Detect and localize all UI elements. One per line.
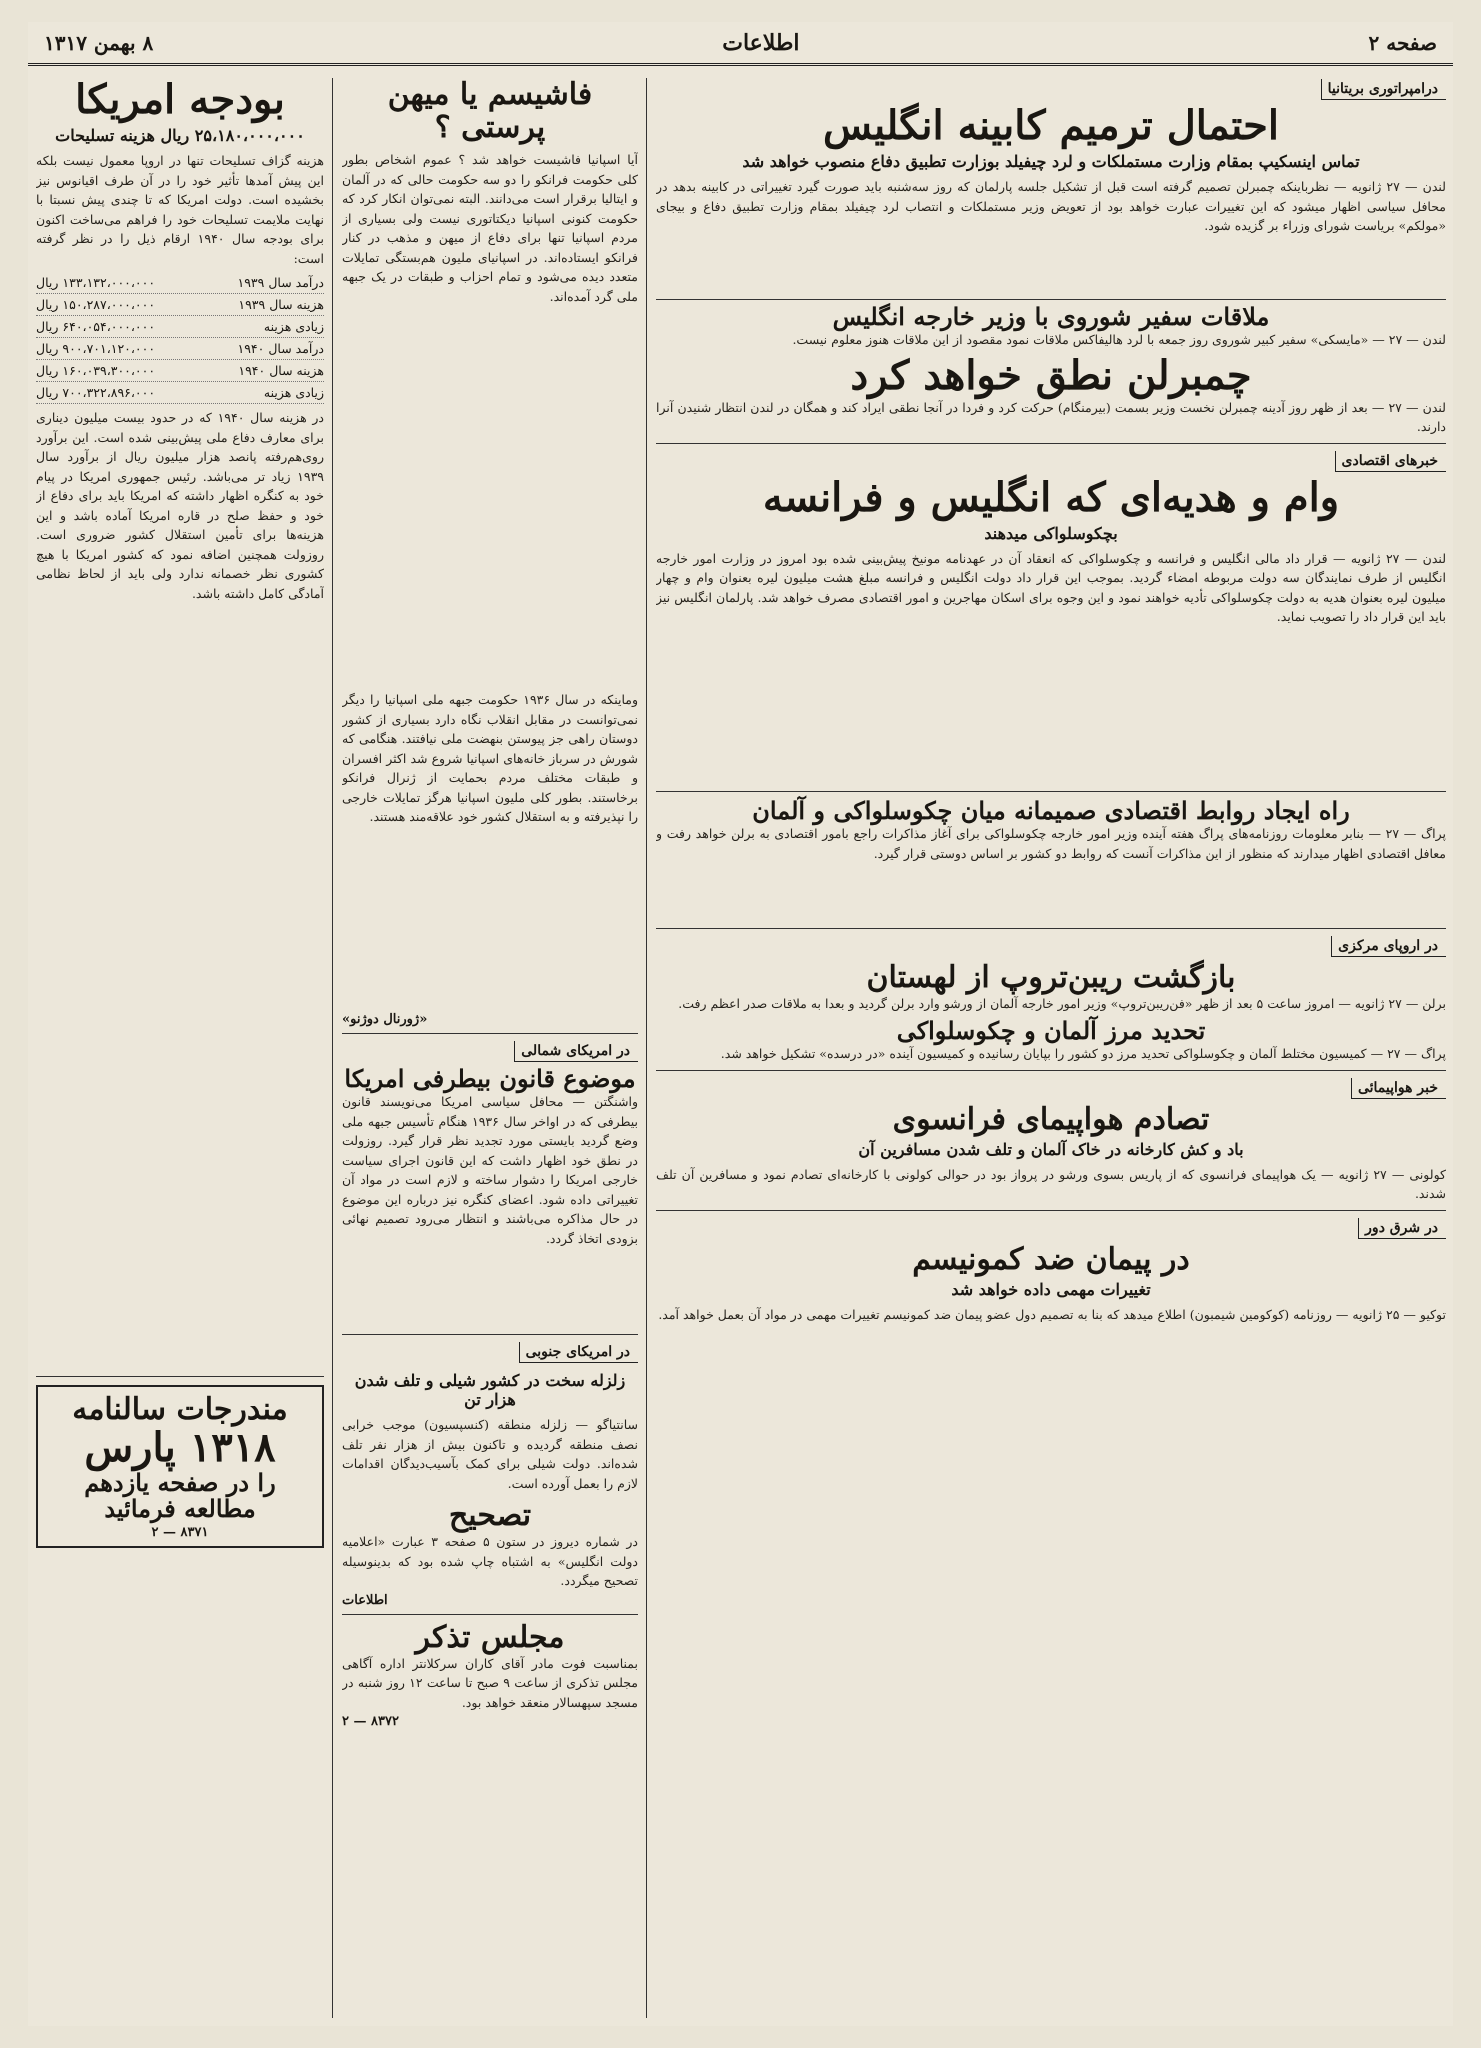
issue-date: ۸ بهمن ۱۳۱۷ [44,30,154,55]
column-rule [332,78,333,2018]
fascism-body-a: آیا اسپانیا فاشیست خواهد شد ؟ عموم اشخاص بطور کلی حکومت فرانکو را دو سه حکومت حالی که در آلمان و ایتالیا برقرار است می‌دانند. البته نمی‌توان انکار کرد که حکومت کنونی اسپانیا دیکتاتوری نیست ولی بسیاری از مردم اسپانیا تنها برای دفاع از میهن و مذهب در کنار فرانکو ایستاده‌اند. در اسپانیای ملیون هم‌بستگی تمایلات متعدد دیده می‌شود و تمام احزاب و طبقات در یک جبهه ملی گرد آمده‌اند. [342,152,638,304]
memorial-code: ۸۳۷۲ — ۲ [342,1714,399,1730]
divider [656,1070,1446,1071]
budget-subheadline: ۲۵،۱۸۰،۰۰۰،۰۰۰ ریال هزینه تسلیحات [55,126,305,145]
annual-headline: مندرجات سالنامه [72,1392,288,1427]
left-column [36,78,324,2018]
memorial-headline: مجلس تذکر [415,1619,565,1655]
relations-body: پراگ — ۲۷ — بنابر معلومات روزنامه‌های پراگ هفته آینده وزیر امور خارجه چکوسلواکی برای آغاز مذاکرات راجع بامور اقتصادی به برلن خواهد رفت و معافل اقتصادی اظهار میدارند که منظور از این مذاکرات آنست که روابط دو کشور بر اساس دوستی قرار گیرد. [656,826,1446,861]
pact-headline: در پیمان ضد کمونیسم [912,1241,1190,1277]
memorial-body: بمناسبت فوت مادر آقای کاران سرکلانتر اداره آگاهی مجلس تذکری از ساعت ۹ صبح تا ساعت ۱۲ روز شنبه در مسجد سپهسالار منعقد خواهد بود. [342,1655,638,1710]
section-tag: در امریکای جنوبی [519,1342,638,1363]
divider [656,928,1446,929]
annual-read: مطالعه فرمائید [104,1494,256,1524]
right-column [656,78,1446,2018]
chamberlain-body: لندن — ۲۷ — بعد از ظهر روز آدینه چمبرلن نخست وزیر بسمت (بیرمنگام) حرکت کرد و فردا در آنجا نطقی ایراد کند و همگان در لندن انتظار شنیدن آنرا دارند. [656,399,1446,435]
figure-row: زیادی هزینه ۷۰۰،۳۲۲،۸۹۶،۰۰۰ ریال [36,382,324,404]
fascism-body-b: وماینکه در سال ۱۹۳۶ حکومت جبهه ملی اسپانیا را دیگر نمی‌توانست در مقابل انقلاب نگاه دارد بسیاری از کشور دوستان راهی جز پیوستن بنهضت ملی نیافتند. هنگامی که شورش در سرباز خانه‌های اسپانیا شروع شد اکثر افسران و طبقات مختلف مردم بحمایت از ژنرال فرانکو برخاستند. بطور کلی ملیون اسپانیا هرگز تمایلات خارجی را نپذیرفته و به استقلال کشور خود علاقه‌مند هستند. [342,692,638,824]
cabinet-body: لندن — ۲۷ ژانویه — نظرباینکه چمبرلن تصمیم گرفته است قبل از تشکیل جلسه پارلمان که روز سه‌شنبه باید صورت گیرد تغییراتی در کابینه بدهد در محافل سیاسی اظهار میشود که این تغییرات عبارت خواهد بود از تعویض وزیر مستملکات و انتصاب لرد چیفیلد بمقام وزارت تطبیق دفاع و بیجای «مولکم» بریاست شورای وزراء بر گزیده شود. [656,179,1446,233]
middle-column [342,78,638,2018]
divider [656,299,1446,300]
crash-headline: تصادم هواپیمای فرانسوی [892,1101,1210,1137]
errata-body: در شماره دیروز در ستون ۵ صفحه ۳ عبارت «اعلامیه دولت انگلیس» به اشتباه چاپ شده بود که بدینوسیله تصحیح میگردد. [342,1534,638,1589]
border-headline: تحدید مرز آلمان و چکوسلواکی [896,1015,1206,1045]
figure-row: زیادی هزینه ۶۴۰،۰۵۴،۰۰۰،۰۰۰ ریال [36,316,324,338]
meeting-body: لندن — ۲۷ — «مایسکی» سفیر کبیر شوروی روز جمعه با لرد هالیفاکس ملاقات نمود مقصود از این ملاقات هنوز معلوم نیست. [792,332,1446,348]
budget-figures [36,272,324,404]
pact-subheadline: تغییرات مهمی داده خواهد شد [951,1279,1151,1299]
return-headline: بازگشت ریبن‌تروپ از لهستان [866,960,1236,996]
neutral-body: واشنگتن — محافل سیاسی امریکا می‌نویسند قانون بیطرفی که در اواخر سال ۱۹۳۶ هنگام تأسیس جبهه ملی وضع گردید بایستی مورد تجدید نظر قرار گیرد. روزولت در نطق خود اظهار داشت که این قانون اجرای سیاست خارجی امریکا را دشوار ساخته و لازم است در مواد آن تغییراتی داده شود. اعضای کنگره نیز درباره این موضوع در حال مذاکره می‌باشند و انتظار می‌رود تصمیم نهائی بزودی اتخاذ گردد. [342,1094,638,1246]
figure-row: درآمد سال ۱۹۴۰ ۹۰۰،۷۰۱،۱۲۰،۰۰۰ ریال [36,338,324,360]
loan-body: لندن — ۲۷ ژانویه — قرار داد مالی انگلیس و فرانسه و چکوسلواکی که انعقاد آن در عهدنامه مونیخ پیش‌بینی شده بود امروز در وزارت امور خارجه انگلیس از طرف نمایندگان سه دولت مربوطه امضاء گردید. بموجب این قرار داد دولت انگلیس و فرانسه مبلغ هشت میلیون لیره بعنوان وام و چهار میلیون لیره بعنوان هدیه به دولت چکوسلواکی تأدیه خواهند نمود و این وجوه برای اسکان مهاجرین و امور اقتصادی مصرف خواهد شد. پارلمان انگلیس نیز باید این قرار داد را تصویب نماید. [656,550,1446,625]
fascism-source: «ژورنال دوژنو» [342,1012,428,1027]
annual-ad [36,1385,324,1548]
annual-page: را در صفحه یازدهم [84,1468,276,1497]
meeting-headline: ملاقات سفیر شوروی با وزیر خارجه انگلیس [832,302,1270,331]
figure-row: هزینه سال ۱۹۴۰ ۱۶۰،۰۳۹،۳۰۰،۰۰۰ ریال [36,360,324,382]
figure-row: هزینه سال ۱۹۳۹ ۱۵۰،۲۸۷،۰۰۰،۰۰۰ ریال [36,294,324,316]
annual-code: ۸۳۷۱ — ۲ [151,1524,209,1540]
crash-body: کولونی — ۲۷ ژانویه — یک هواپیمای فرانسوی که از پاریس بسوی ورشو در پرواز بود در حوالی کولونی با کارخانه‌ای تصادم نمود و مسافرین آن تلف شدند. [656,1166,1446,1202]
errata-sign: اطلاعات [342,1592,388,1608]
section-tag: خبر هواپیمائی [1351,1078,1446,1099]
pact-body: توکیو — ۲۵ ژانویه — روزنامه (کوکومین شیمبون) اطلاع میدهد که بنا به تصمیم دول عضو پیمان ضد کمونیسم تغییرات مهمی در مواد آن بعمل خواهد آمد. [658,1306,1446,1322]
neutral-headline: موضوع قانون بیطرفی امریکا [344,1064,636,1093]
annual-year: ۱۳۱۸ پارس [84,1424,276,1471]
cabinet-headline: احتمال ترمیم کابینه انگلیس [823,102,1279,149]
border-body: پراگ — ۲۷ — کمیسیون مختلط آلمان و چکوسلواکی تحدید مرز دو کشور را بپایان رسانیده و کمیسیون آینده «در درسده» تشکیل خواهد شد. [720,1046,1446,1062]
divider [342,1614,638,1615]
errata-headline: تصحیح [448,1498,532,1534]
relations-headline: راه ایجاد روابط اقتصادی صمیمانه میان چکوسلواکی و آلمان [752,795,1350,825]
budget-body-a: هزینه گزاف تسلیحات تنها در اروپا معمول نیست بلکه این پیش آمدها تأثیر خود را در آن طرف اقیانوس نیز بخشیده است. دولت امریکا که تا چندی پیش نسبتا با نهایت ملایمت تسلیحات خود را فراهم می‌ساخت اکنون برای بودجه سال ۱۹۴۰ ارقام ذیل را در نظر گرفته است: [36,153,324,266]
crash-subheadline: باد و کش کارخانه در خاک آلمان و تلف شدن مسافرین آن [858,1139,1244,1159]
quake-headline: زلزله سخت در کشور شیلی و تلف شدن هزار تن [354,1371,626,1410]
section-tag: در اروپای مرکزی [1331,936,1446,957]
section-tag: در امریکای شمالی [514,1041,638,1062]
cabinet-subheadline: تماس اینسکیپ بمقام وزارت مستملکات و لرد چیفیلد بوزارت تطبیق دفاع منصوب خواهد شد [742,152,1360,171]
section-tag: در شرق دور [1358,1218,1446,1239]
section-tag: درامپراتوری بریتانیا [1321,79,1446,100]
figure-row: درآمد سال ۱۹۳۹ ۱۳۳،۱۳۲،۰۰۰،۰۰۰ ریال [36,272,324,294]
divider [656,443,1446,444]
budget-headline: بودجه امریکا [75,78,285,123]
section-tag: خبرهای اقتصادی [1335,451,1447,472]
loan-subheadline: بچکوسلواکی میدهند [984,523,1118,543]
divider [342,1334,638,1335]
page-label: صفحه ۲ [1368,30,1437,55]
column-rule [646,78,647,2018]
divider [656,1210,1446,1211]
fascism-headline: فاشیسم یا میهن پرستی ؟ [387,78,593,145]
masthead [28,22,1453,66]
newspaper-page [28,22,1453,2026]
chamberlain-headline: چمبرلن نطق خواهد کرد [850,351,1252,399]
loan-headline: وام و هدیه‌ای که انگلیس و فرانسه [762,473,1340,521]
divider [36,1376,324,1377]
paper-name: اطلاعات [722,29,800,56]
budget-body-b: در هزینه سال ۱۹۴۰ که در حدود بیست میلیون دیناری برای معارف دفاع ملی پیش‌بینی شده است. این برآورد روی‌هم‌رفته پانصد هزار میلیون ریال از برآورد سال ۱۹۳۹ زیاد تر می‌باشد. رئیس جمهوری امریکا در پیام خود به کنگره اظهار داشته که امریکا باید برای دفاع از خود و حفظ صلح در قاره امریکا آماده باشد و این هزینه‌ها برای تأمین استقلال کشور ضروری است. روزولت همچنین اضافه نمود که کشور امریکا با هیچ کشوری نظر خصمانه ندارد ولی باید از لحاظ نظامی آمادگی کامل داشته باشد. [36,410,324,601]
return-body: برلن — ۲۷ ژانویه — امروز ساعت ۵ بعد از ظهر «فن‌ریبن‌تروپ» وزیر امور خارجه آلمان از ورشو وارد برلن گردید و بعدا به ملاقات صدر اعظم رفت. [678,996,1446,1012]
divider [342,1033,638,1034]
divider [656,791,1446,792]
quake-body: سانتیاگو — زلزله منطقه (کنسپسیون) موجب خرابی نصف منطقه گردیده و تاکنون بیش از هزار نفر تلف شده‌اند. دولت شیلی برای کمک بآسیب‌دیدگان اقدامات لازم را بعمل آورده است. [342,1417,638,1491]
